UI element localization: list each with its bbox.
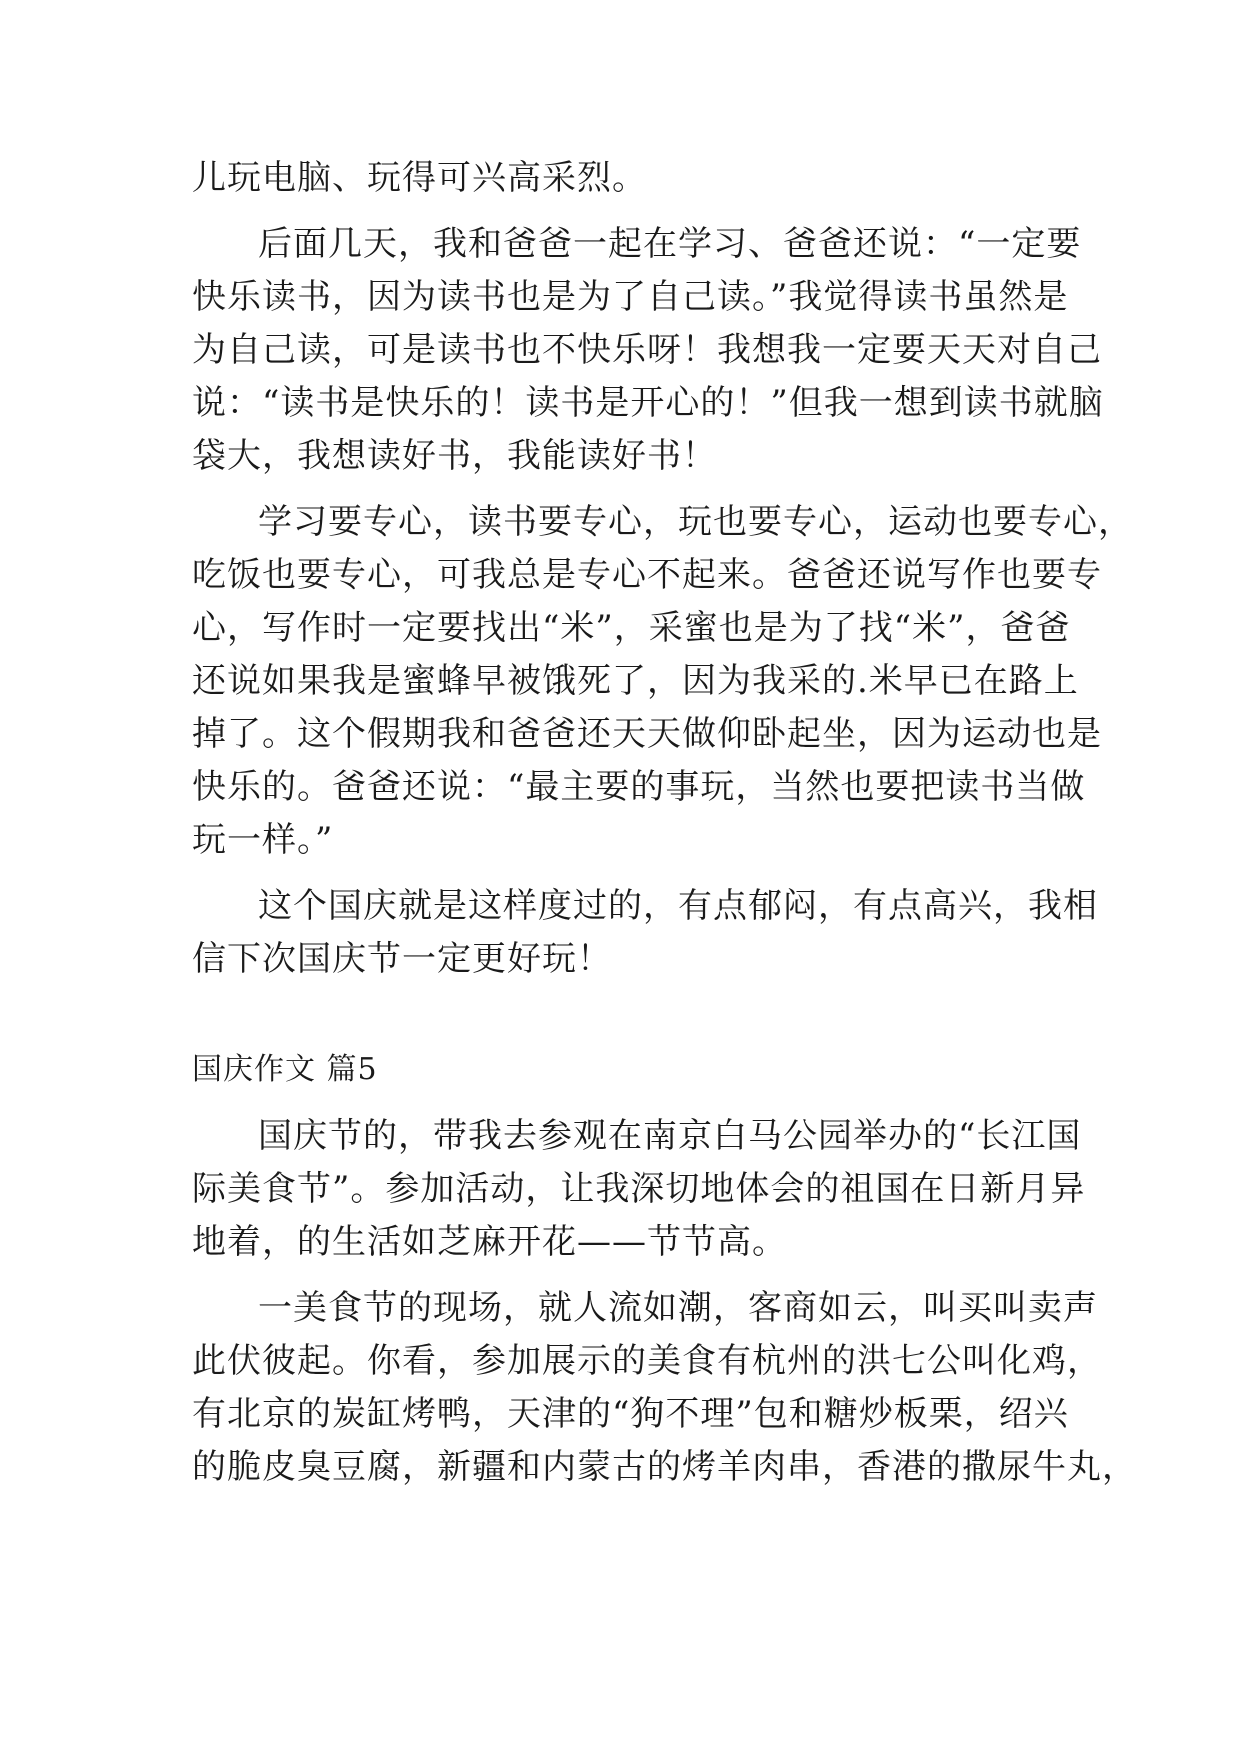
text-line: 信下次国庆节一定更好玩！ xyxy=(192,939,612,979)
text-line: 说：“读书是快乐的！读书是开心的！”但我一想到读书就脑 xyxy=(192,383,1104,423)
paragraph-start-line: 一美食节的现场，就人流如潮，客商如云，叫买叫卖声 xyxy=(258,1288,1098,1328)
text-line: 为自己读，可是读书也不快乐呀！我想我一定要天天对自己 xyxy=(192,330,1102,370)
text-line: 心，写作时一定要找出“米”，采蜜也是为了找“米”，爸爸 xyxy=(192,608,1071,648)
paragraph-start-line: 这个国庆就是这样度过的，有点郁闷，有点高兴，我相 xyxy=(258,886,1098,926)
text-line: 儿玩电脑、玩得可兴高采烈。 xyxy=(192,158,647,198)
text-line: 此伏彼起。你看，参加展示的美食有杭州的洪七公叫化鸡， xyxy=(192,1341,1102,1381)
paragraph-start-line: 国庆节的，带我去参观在南京白马公园举办的“长江国 xyxy=(258,1116,1082,1156)
text-line: 有北京的炭缸烤鸭，天津的“狗不理”包和糖炒板栗，绍兴 xyxy=(192,1394,1069,1434)
text-line: 掉了。这个假期我和爸爸还天天做仰卧起坐，因为运动也是 xyxy=(192,714,1102,754)
text-line: 的脆皮臭豆腐，新疆和内蒙古的烤羊肉串，香港的撒尿牛丸， xyxy=(192,1447,1137,1487)
text-line: 快乐读书，因为读书也是为了自己读。”我觉得读书虽然是 xyxy=(192,277,1069,317)
paragraph-start-line: 学习要专心，读书要专心，玩也要专心，运动也要专心， xyxy=(258,502,1133,542)
text-line: 地着，的生活如芝麻开花——节节高。 xyxy=(192,1222,787,1262)
section-heading: 国庆作文 篇5 xyxy=(192,1052,378,1087)
text-line: 快乐的。爸爸还说：“最主要的事玩，当然也要把读书当做 xyxy=(192,767,1086,807)
text-line: 际美食节”。参加活动，让我深切地体会的祖国在日新月异 xyxy=(192,1169,1086,1209)
paragraph-start-line: 后面几天，我和爸爸一起在学习、爸爸还说：“一定要 xyxy=(258,224,1082,264)
text-line: 吃饭也要专心，可我总是专心不起来。爸爸还说写作也要专 xyxy=(192,555,1102,595)
text-line: 袋大，我想读好书，我能读好书！ xyxy=(192,436,717,476)
text-line: 玩一样。” xyxy=(192,820,334,860)
text-line: 还说如果我是蜜蜂早被饿死了，因为我采的.米早已在路上 xyxy=(192,661,1079,701)
